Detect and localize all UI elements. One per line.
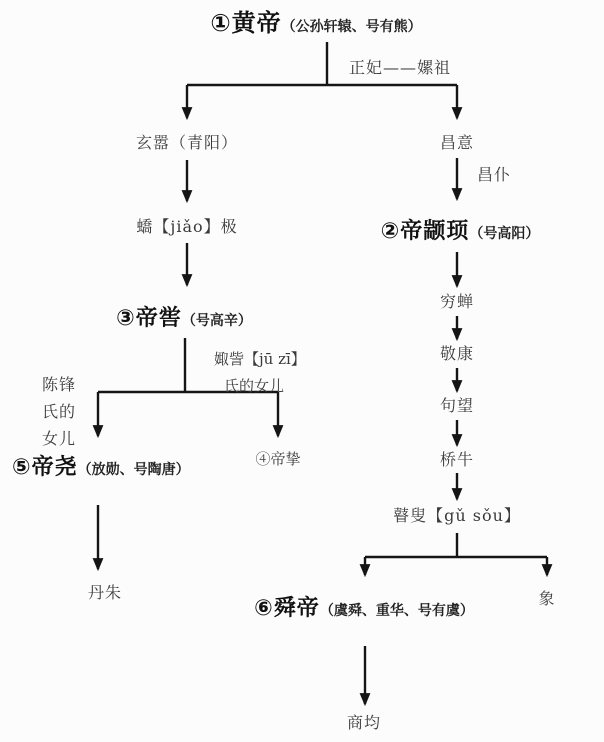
label-consort-juzi-line1: 娵訾【jū zī】 [214,350,306,368]
label-consort-chenfeng [42,371,76,452]
label-consort-juzi-line2: 氏的女儿 [224,377,285,395]
node-danzhu: 丹朱 [87,583,123,602]
label-consort-zhengfei: 正妃——嫘祖 [349,58,452,77]
node-diku-name: ③帝喾 [116,306,182,331]
node-shundi-name: ⑥舜帝 [254,596,320,621]
node-diku [116,305,252,333]
label-changpu: 昌仆 [477,165,512,184]
node-diyao-note: （放勋、号陶唐） [77,462,190,478]
node-diyao-name: ⑤帝尧 [12,455,78,480]
node-shundi [254,595,474,623]
node-juwang: 句望 [439,396,475,415]
node-xiang: 象 [538,589,556,608]
node-huangdi-name: ①黄帝 [210,9,282,37]
node-zhuanxu-note: （号高阳） [469,226,540,242]
node-zhuanxu [381,218,540,246]
node-diyao [12,454,190,482]
label-consort-juzi [214,346,306,400]
node-qiongchan: 穷蝉 [439,292,475,311]
node-shundi-note: （虞舜、重华、号有虞） [319,603,474,619]
node-changyi: 昌意 [439,133,475,152]
node-huangdi [210,8,421,38]
node-gusou: 瞽叟【gǔ sǒu】 [393,506,521,525]
node-shangjun: 商均 [346,713,382,732]
node-xuanxiao: 玄嚣（青阳） [135,133,239,152]
label-consort-chenfeng-line3: 女儿 [42,429,77,448]
node-zhuanxu-name: ②帝颛顼 [380,219,470,244]
node-jiaoji: 蟜【jiǎo】极 [136,217,238,236]
node-huangdi-note: （公孙轩辕、号有熊） [281,19,422,35]
node-dizhi: ④帝挚 [255,450,301,468]
node-diku-note: （号高辛） [181,313,252,329]
node-qiaoniu: 桥牛 [439,450,475,469]
label-consort-chenfeng-line2: 氏的 [42,402,77,421]
label-consort-chenfeng-line1: 陈锋 [42,375,77,394]
node-jingkang: 敬康 [439,344,475,363]
